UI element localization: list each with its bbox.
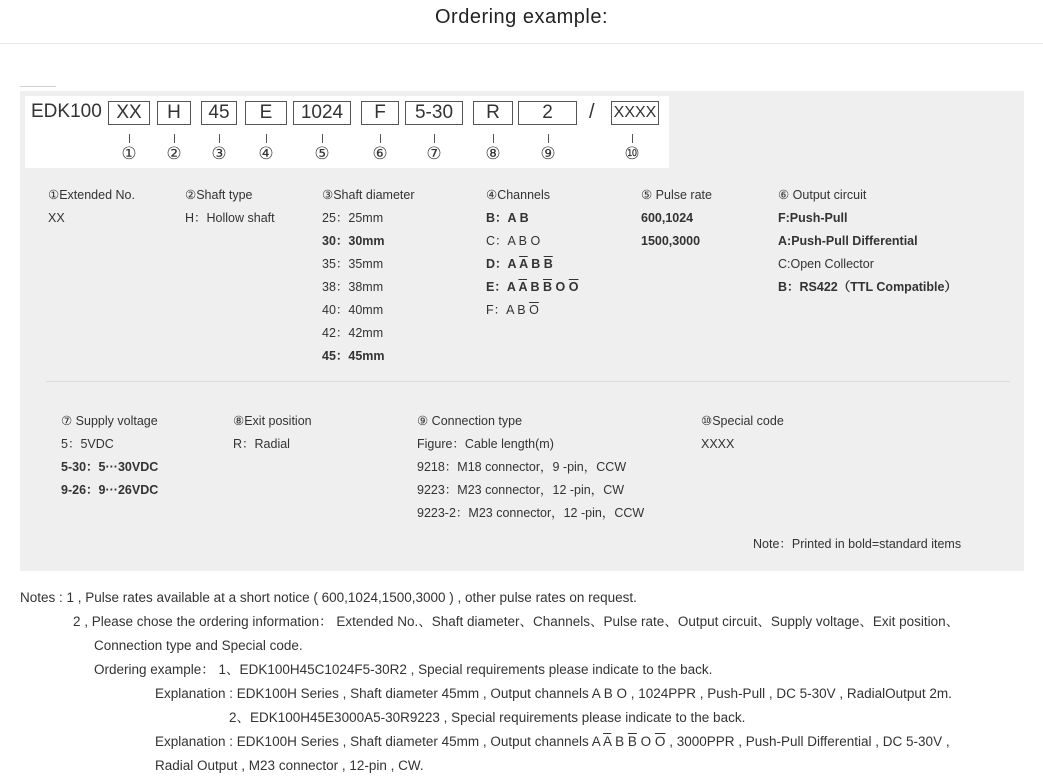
channel-letter: A [507,257,517,271]
note-line-6: 2、EDK100H45E3000A5-30R9223 , Special requirements please indicate to the back. [229,710,746,725]
spec-column [486,184,578,322]
spec-item: 1500,3000 [641,234,701,248]
channel-letter: A [506,280,516,294]
note-line-1: Notes : 1 , Pulse rates available at a short notice ( 600,1024,1500,3000 ) , other pulse rates on request. [20,590,637,605]
spec-column-header: ⑦ Supply voltage [61,414,158,428]
code-marker: ③ [211,144,227,163]
note-line-4: Ordering example： 1、EDK100H45C1024F5-30R2 , Special requirements please indicate to the back. [94,662,713,677]
spec-column-header: ⑥ Output circuit [778,188,867,202]
channel-letter: $\overline{A}$ [603,734,612,749]
spec-column-header: ⑩Special code [701,414,784,428]
channel-letter: $\overline{B}$ [627,734,637,749]
code-marker: ⑦ [426,144,442,163]
spec-column-header: ①Extended No. [48,188,135,202]
notes-block [20,586,959,778]
channel-letter: O [530,234,541,248]
code-segment: 45 [201,101,237,125]
spec-item: E：A $\overline{A}$ B $\overline{B}$ O $\overline{O}$ [486,280,579,294]
note-line-3: Connection type and Special code. [94,638,303,653]
note-line-7-channels [592,734,666,749]
code-tick [632,134,633,143]
spec-item: 42：42mm [322,326,384,340]
spec-item: R：Radial [233,437,290,451]
channel-letter: $\overline{A}$ [518,280,528,294]
spec-item: D：A $\overline{A}$ B $\overline{B}$ [486,257,553,271]
spec-item: B：A B [486,211,529,225]
spec-column-header: ⑨ Connection type [417,414,523,428]
spec-item: 35：35mm [322,257,384,271]
spec-item: 9223-2：M23 connector，12 -pin，CCW [417,506,645,520]
code-marker: ⑨ [540,144,556,163]
spec-column [701,410,784,456]
spec-item: 25：25mm [322,211,384,225]
channel-letter: $\overline{O}$ [654,734,666,749]
code-tick [266,134,267,143]
spec-column-header: ⑧Exit position [233,414,312,428]
spec-item: C:Open Collector [778,257,874,271]
channel-letter: $\overline{B}$ [543,280,553,294]
channel-letter: B [615,734,625,749]
spec-item: Figure：Cable length(m) [417,437,554,451]
title-divider [0,43,1043,44]
spec-column-header: ③Shaft diameter [322,188,415,202]
spec-item: 38：38mm [322,280,384,294]
spec-item: XX [48,211,65,225]
spec-column-header: ④Channels [486,188,551,202]
code-segment: F [361,101,399,125]
channel-letter: A [506,303,514,317]
code-marker: ⑥ [372,144,388,163]
spec-item: 9-26：9···26VDC [61,483,159,497]
spec-column [778,184,957,299]
bold-note: Note：Printed in bold=standard items [753,537,962,551]
spec-item: 9223：M23 connector，12 -pin，CW [417,483,625,497]
channel-letter: A [591,734,601,749]
spec-item: XXXX [701,437,735,451]
spec-item: F:Push-Pull [778,211,848,225]
page-title: Ordering example: [434,6,609,28]
channel-letter: $\overline{A}$ [519,257,528,271]
spec-item: B：RS422（TTL Compatible） [778,280,957,294]
spec-column [185,184,275,230]
channel-letter: $\overline{O}$ [529,303,539,317]
channel-letter: A [507,211,517,225]
channel-letter: B [531,257,541,271]
channel-letter: B [530,280,540,294]
code-tick [493,134,494,143]
code-marker: ⑩ [624,144,640,163]
spec-column [48,184,135,230]
spec-column [322,184,415,368]
note-line-8: Radial Output , M23 connector , 12-pin , CW. [155,758,424,773]
code-segment: XX [108,101,150,125]
note-line-7-pre: Explanation : EDK100H Series , Shaft diameter 45mm , Output channels [155,734,589,749]
spec-column [417,410,644,525]
note-line-2: 2 , Please chose the ordering information： Extended No.、Shaft diameter、Channels、Pulse rate、Output circuit、Supply voltage、Exit position、 [73,614,960,629]
code-segment: E [245,101,287,125]
channel-letter: A [507,234,516,248]
spec-item: 9218：M18 connector，9 -pin，CCW [417,460,627,474]
small-divider [20,86,56,87]
code-tick [322,134,323,143]
code-marker: ② [166,144,182,163]
code-marker: ① [121,144,137,163]
code-marker: ④ [258,144,274,163]
code-segment: 5-30 [405,101,463,125]
spec-column-header: ⑤ Pulse rate [641,188,712,202]
spec-column-header: ②Shaft type [185,188,253,202]
spec-item: C：A B O [486,234,541,248]
spec-item: 30：30mm [322,234,385,248]
code-marker: ⑧ [485,144,501,163]
spec-item: 5-30：5···30VDC [61,460,159,474]
note-line-7 [20,730,959,754]
channel-letter: $\overline{B}$ [543,257,553,271]
spec-column [61,410,158,502]
spec-item: 600,1024 [641,211,694,225]
code-segment: 1024 [293,101,351,125]
channel-letter: $\overline{O}$ [568,280,579,294]
code-prefix: EDK100 [31,101,102,122]
code-tick [380,134,381,143]
code-segment-special: XXXX [611,101,659,125]
section-divider [46,381,1010,382]
code-tick [548,134,549,143]
spec-column [233,410,312,456]
code-separator: / [589,101,595,123]
note-line-7-post: , 3000PPR , Push-Pull Differential , DC 5-30V , [669,734,950,749]
spec-item: H：Hollow shaft [185,211,275,225]
code-marker: ⑤ [314,144,330,163]
spec-item: F：A B $\overline{O}$ [486,303,539,317]
spec-item: A:Push-Pull Differential [778,234,918,248]
spec-item: 5：5VDC [61,437,114,451]
channel-letter: O [555,280,566,294]
code-segment: H [157,101,191,125]
channel-letter: B [517,303,526,317]
spec-item: 45：45mm [322,349,385,363]
note-line-5: Explanation : EDK100H Series , Shaft diameter 45mm , Output channels A B O , 1024PPR , Push-Pull , DC 5-30V , RadialOutput 2m. [155,686,952,701]
channel-letter: O [640,734,652,749]
code-tick [174,134,175,143]
spec-item: 40：40mm [322,303,384,317]
code-tick [219,134,220,143]
channel-letter: B [518,234,528,248]
channel-letter: B [519,211,529,225]
spec-column [641,184,712,253]
code-tick [129,134,130,143]
code-segment: R [473,101,513,125]
code-segment: 2 [518,101,577,125]
code-tick [434,134,435,143]
